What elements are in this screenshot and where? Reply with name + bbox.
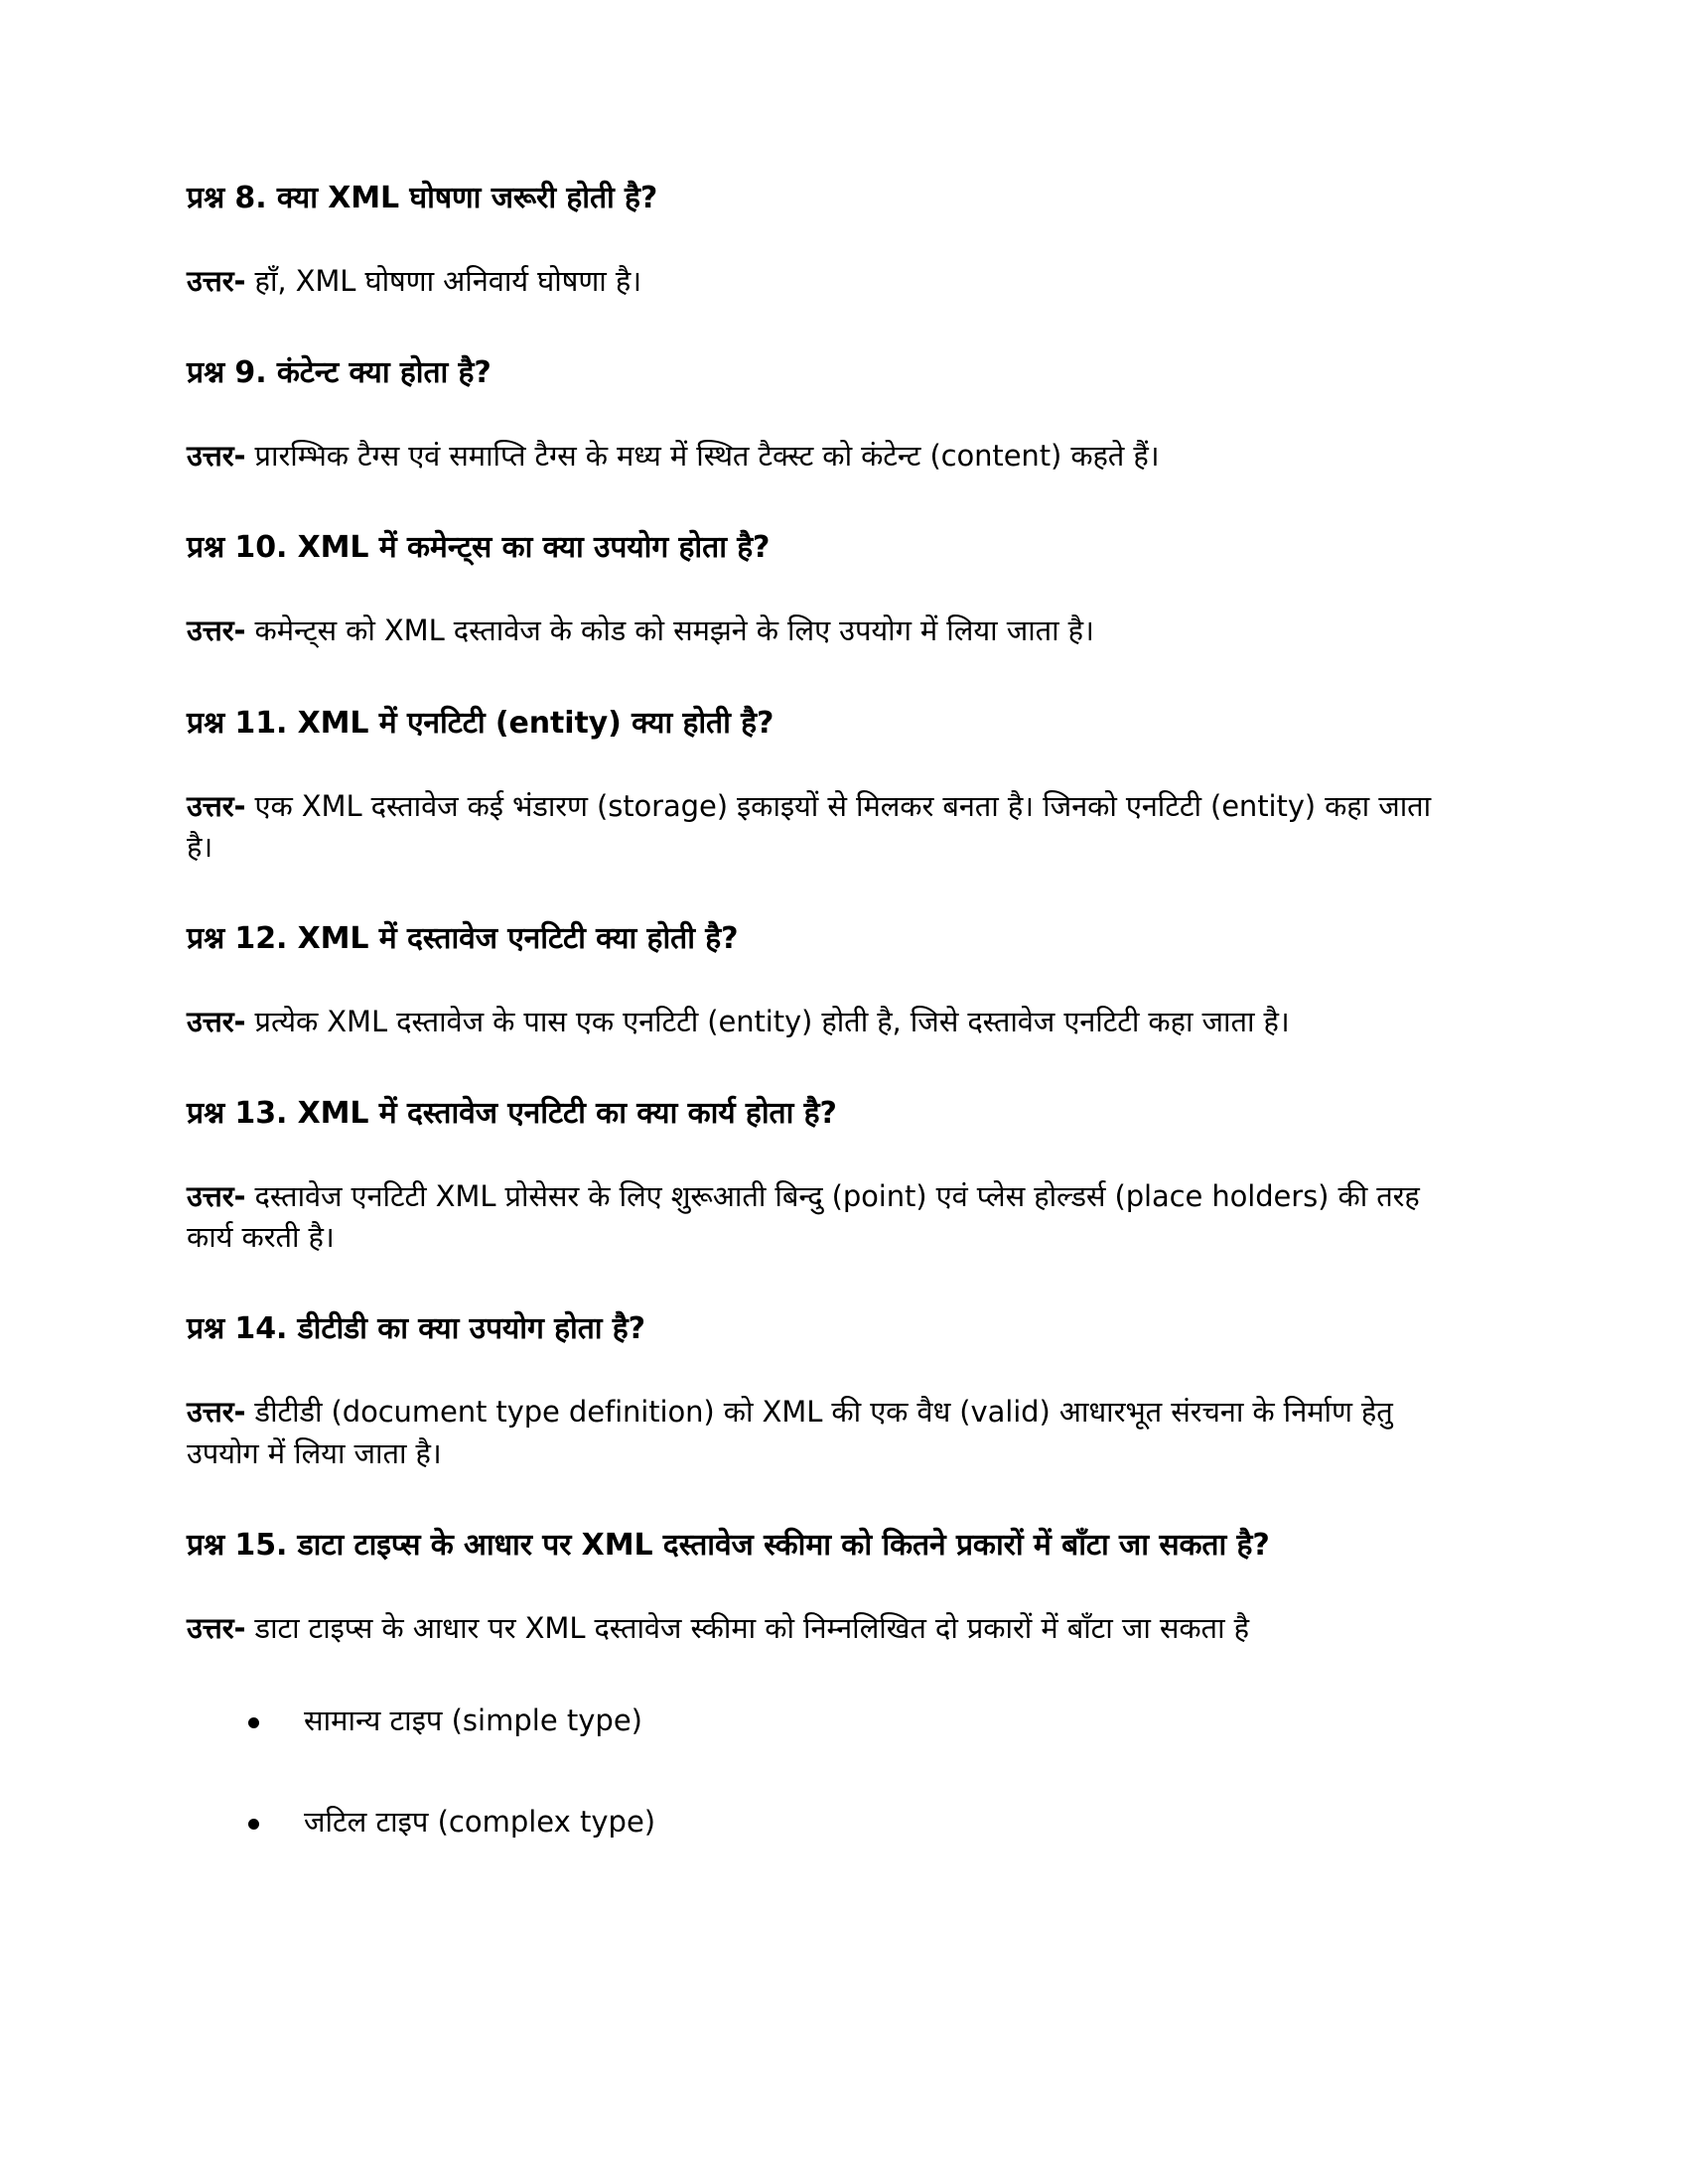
answer-body-10: कमेन्ट्स को XML दस्तावेज के कोड को समझने के लिए उपयोग में लिया जाता है। xyxy=(245,614,1094,648)
answer-body-9: प्रारम्भिक टैग्स एवं समाप्ति टैग्स के मध्य में स्थित टैक्स्ट को कंटेन्ट (content) कहते हैं। xyxy=(245,439,1160,474)
question-heading-10: प्रश्न 10. XML में कमेन्ट्स का क्या उपयोग होता है? xyxy=(187,530,771,566)
answer-text-8 xyxy=(187,261,1438,302)
answer-body-11: एक XML दस्तावेज कई भंडारण (storage) इकाइयों से मिलकर बनता है। जिनको एनटिटी (entity) कहा जाता है। xyxy=(187,788,1432,864)
answer-label-13: उत्तर- xyxy=(187,1179,246,1214)
list-item xyxy=(187,1701,1438,1741)
qa-block-12 xyxy=(187,919,1438,1042)
qa-block-15 xyxy=(187,1526,1438,1843)
question-heading-9: प्रश्न 9. कंटेन्ट क्या होता है? xyxy=(187,355,492,391)
list-item-label: सामान्य टाइप (simple type) xyxy=(304,1703,642,1737)
answer-text-13 xyxy=(187,1176,1438,1258)
answer-body-14: डीटीडी (document type definition) को XML की एक वैध (valid) आधारभूत संरचना के निर्माण हेतु उपयोग में लिया जाता है। xyxy=(187,1395,1393,1470)
answer-label-12: उत्तर- xyxy=(187,1004,246,1038)
schema-type-list xyxy=(187,1701,1438,1843)
qa-block-9 xyxy=(187,353,1438,477)
document-content xyxy=(187,179,1438,1843)
answer-label-15: उत्तर- xyxy=(187,1610,246,1645)
question-heading-11: प्रश्न 11. XML में एनटिटी (entity) क्या होती है? xyxy=(187,705,774,741)
question-heading-15: प्रश्न 15. डाटा टाइप्स के आधार पर XML दस्तावेज स्कीमा को कितने प्रकारों में बाँटा जा सकता है? xyxy=(187,1527,1270,1563)
answer-body-12: प्रत्येक XML दस्तावेज के पास एक एनटिटी (entity) होती है, जिसे दस्तावेज एनटिटी कहा जाता है। xyxy=(245,1004,1290,1038)
answer-text-11 xyxy=(187,786,1438,868)
answer-label-8: उत्तर- xyxy=(187,264,246,298)
answer-text-14 xyxy=(187,1392,1438,1473)
answer-label-11: उत्तर- xyxy=(187,788,246,823)
bullet-dot-icon xyxy=(248,1717,259,1728)
answer-text-15 xyxy=(187,1608,1438,1649)
answer-label-10: उत्तर- xyxy=(187,614,246,648)
list-item xyxy=(187,1802,1438,1843)
question-heading-13: प्रश्न 13. XML में दस्तावेज एनटिटी का क्या कार्य होता है? xyxy=(187,1096,837,1132)
answer-text-12 xyxy=(187,1002,1438,1042)
answer-body-8: हाँ, XML घोषणा अनिवार्य घोषणा है। xyxy=(245,264,642,298)
qa-block-14 xyxy=(187,1309,1438,1473)
question-heading-12: प्रश्न 12. XML में दस्तावेज एनटिटी क्या होती है? xyxy=(187,920,739,956)
qa-block-11 xyxy=(187,704,1438,868)
question-heading-14: प्रश्न 14. डीटीडी का क्या उपयोग होता है? xyxy=(187,1311,645,1347)
qa-block-13 xyxy=(187,1094,1438,1258)
qa-block-8 xyxy=(187,179,1438,302)
question-heading-8: प्रश्न 8. क्या XML घोषणा जरूरी होती है? xyxy=(187,181,658,215)
answer-body-15: डाटा टाइप्स के आधार पर XML दस्तावेज स्कीमा को निम्नलिखित दो प्रकारों में बाँटा जा सकता है xyxy=(245,1610,1249,1645)
answer-label-14: उत्तर- xyxy=(187,1395,246,1430)
answer-text-10 xyxy=(187,611,1438,651)
answer-body-13: दस्तावेज एनटिटी XML प्रोसेसर के लिए शुरूआती बिन्दु (point) एवं प्लेस होल्डर्स (place holders) की तरह कार्य करती है। xyxy=(187,1179,1420,1255)
qa-block-10 xyxy=(187,528,1438,651)
answer-text-9 xyxy=(187,436,1438,477)
list-item-label: जटिल टाइप (complex type) xyxy=(304,1805,656,1840)
bullet-dot-icon xyxy=(248,1819,259,1830)
answer-label-9: उत्तर- xyxy=(187,439,246,474)
